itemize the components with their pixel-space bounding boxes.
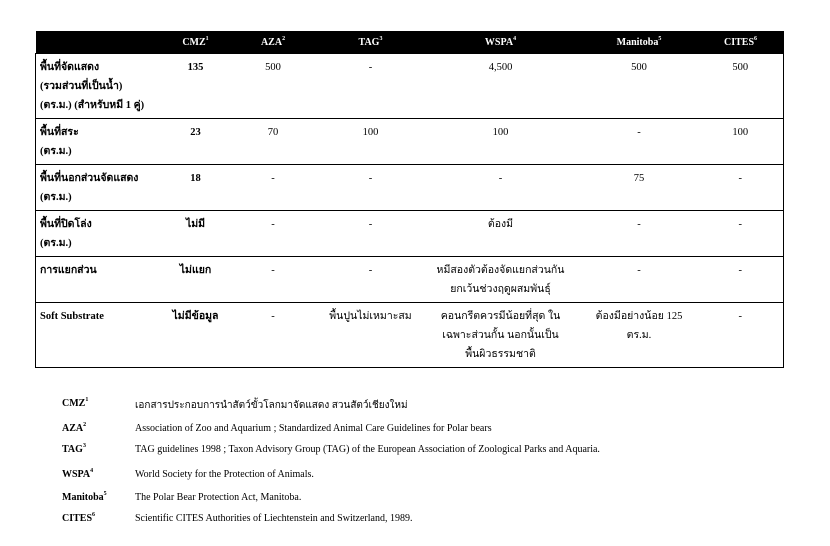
column-header-label: TAG xyxy=(358,36,380,48)
column-header-cmz xyxy=(166,31,226,54)
footnote-abbr xyxy=(62,492,107,503)
footnote-description: เอกสารประกอบการนำสัตว์ขั้วโลกมาจัดแสดง สวนสัตว์เชียงใหม่ xyxy=(135,400,408,411)
cell-cmz xyxy=(166,119,226,165)
row-label-line: พื้นที่ปิดโล่ง xyxy=(40,219,92,230)
footnote-marker: 6 xyxy=(92,512,96,518)
footnote-abbr xyxy=(62,398,88,409)
footnote-abbr xyxy=(62,444,86,455)
cell-text: - xyxy=(498,173,503,184)
cell-text: - xyxy=(271,173,275,184)
row-label-line: (ตร.ม.) xyxy=(40,146,72,157)
table-body xyxy=(36,54,784,368)
footnote-abbr-text: CMZ xyxy=(62,398,86,409)
cell-wspa xyxy=(421,303,581,368)
footnote-abbr-text: Manitoba xyxy=(62,492,104,503)
cell-text: - xyxy=(738,219,742,230)
cell-aza xyxy=(226,257,321,303)
column-header-cites xyxy=(698,31,784,54)
cell-wspa xyxy=(421,54,581,119)
cell-tag xyxy=(321,211,421,257)
footnote-abbr-text: CITES xyxy=(62,513,93,524)
row-label-line: (ตร.ม.) xyxy=(40,192,72,203)
cell-wspa xyxy=(421,165,581,211)
table-row xyxy=(36,54,784,119)
cell-text: - xyxy=(368,62,373,73)
cell-cmz xyxy=(166,54,226,119)
cell-aza xyxy=(226,211,321,257)
row-label-line: (ตร.ม.) xyxy=(40,238,72,249)
cell-cites xyxy=(698,303,784,368)
cell-text: ไม่มี xyxy=(185,219,206,230)
footnote-description: Scientific CITES Authorities of Liechtenstein and Switzerland, 1989. xyxy=(135,513,413,524)
cell-text: 100 xyxy=(492,127,509,138)
cell-text: - xyxy=(738,311,742,322)
column-header-aza xyxy=(226,31,321,54)
footnote-marker: 2 xyxy=(83,422,87,428)
cell-manitoba xyxy=(581,165,698,211)
column-header-label: AZA xyxy=(260,36,283,48)
footnote-marker: 4 xyxy=(513,35,517,42)
cell-wspa xyxy=(421,257,581,303)
column-header-label: Manitoba xyxy=(616,36,659,48)
cell-text: 500 xyxy=(732,62,749,73)
cell-wspa xyxy=(421,119,581,165)
cell-text: 135 xyxy=(187,62,204,73)
cell-cmz xyxy=(166,303,226,368)
cell-text: 4,500 xyxy=(488,62,513,73)
row-label xyxy=(36,119,166,165)
column-header-label: CITES xyxy=(723,36,754,48)
cell-cmz xyxy=(166,165,226,211)
column-header-label: CMZ xyxy=(182,36,206,48)
cell-manitoba xyxy=(581,119,698,165)
cell-aza xyxy=(226,54,321,119)
cell-text: - xyxy=(637,127,641,138)
cell-cites xyxy=(698,257,784,303)
column-header-criteria xyxy=(36,31,166,54)
cell-tag xyxy=(321,119,421,165)
cell-text: ยกเว้นช่วงฤดูผสมพันธุ์ xyxy=(450,284,551,295)
cell-manitoba xyxy=(581,303,698,368)
cell-text: 100 xyxy=(362,127,379,138)
table-row xyxy=(36,257,784,303)
cell-text: 75 xyxy=(633,173,645,184)
footnote-marker: 3 xyxy=(82,443,86,449)
cell-text: ต้องมีอย่างน้อย 125 ตร.ม. xyxy=(595,311,683,341)
table-row xyxy=(36,119,784,165)
cell-manitoba xyxy=(581,257,698,303)
cell-text: ไม่แยก xyxy=(179,265,212,276)
row-label xyxy=(36,303,166,368)
cell-text: 18 xyxy=(190,173,201,184)
table-row xyxy=(36,303,784,368)
cell-cites xyxy=(698,211,784,257)
cell-cites xyxy=(698,54,784,119)
footnote-abbr xyxy=(62,469,93,480)
cell-text: พื้นปูนไม่เหมาะสม xyxy=(329,311,412,322)
cell-cites xyxy=(698,119,784,165)
cell-text: - xyxy=(738,265,742,276)
footnote-marker: 4 xyxy=(90,468,94,474)
column-header-tag xyxy=(321,31,421,54)
row-label xyxy=(36,211,166,257)
footnote-marker: 3 xyxy=(379,35,383,42)
row-label xyxy=(36,54,166,119)
footnote-abbr xyxy=(62,423,86,434)
cell-text: - xyxy=(637,219,641,230)
footnote-abbr-text: TAG xyxy=(62,444,83,455)
row-label-line: การแยกส่วน xyxy=(40,265,97,276)
column-header-label: WSPA xyxy=(484,36,514,48)
cell-cites xyxy=(698,165,784,211)
row-label-line: พื้นที่จัดแสดง xyxy=(40,62,100,73)
row-label-line: พื้นที่สระ xyxy=(40,127,79,138)
cell-text: 23 xyxy=(190,127,201,138)
cell-text: 70 xyxy=(267,127,279,138)
cell-tag xyxy=(321,257,421,303)
row-label-line: (ตร.ม.) (สำหรับหมี 1 คู่) xyxy=(40,100,145,111)
cell-wspa xyxy=(421,211,581,257)
cell-text: - xyxy=(738,173,742,184)
cell-aza xyxy=(226,165,321,211)
footnote-abbr-text: AZA xyxy=(62,423,84,434)
cell-text: - xyxy=(271,219,275,230)
cell-text: 500 xyxy=(265,62,281,73)
cell-text: เฉพาะส่วนกั้น นอกนั้นเป็น xyxy=(442,330,559,341)
row-label-line: (รวมส่วนที่เป็นน้ำ) xyxy=(40,81,123,92)
cell-text: ไม่มีข้อมูล xyxy=(172,311,219,322)
footnote-marker: 5 xyxy=(658,35,662,42)
column-header-manitoba xyxy=(581,31,698,54)
cell-manitoba xyxy=(581,54,698,119)
cell-text: 500 xyxy=(631,62,647,73)
row-label xyxy=(36,257,166,303)
table-row xyxy=(36,165,784,211)
footnote-description: The Polar Bear Protection Act, Manitoba. xyxy=(135,492,302,503)
footnote-description: Association of Zoo and Aquarium ; Standardized Animal Care Guidelines for Polar bears xyxy=(135,423,492,434)
footnote-marker: 5 xyxy=(103,491,107,497)
cell-cmz xyxy=(166,211,226,257)
footnote-description: World Society for the Protection of Animals. xyxy=(135,469,314,480)
cell-text: - xyxy=(368,173,373,184)
footnote-abbr-text: WSPA xyxy=(62,469,91,480)
cell-text: - xyxy=(271,311,275,322)
cell-tag xyxy=(321,54,421,119)
cell-tag xyxy=(321,303,421,368)
row-label-line: พื้นที่นอกส่วนจัดแสดง xyxy=(40,173,139,184)
cell-text: หมีสองตัวต้องจัดแยกส่วนกัน xyxy=(436,265,565,276)
footnote-marker: 2 xyxy=(282,35,286,42)
footnote-abbr xyxy=(62,513,95,524)
cell-text: - xyxy=(368,219,373,230)
cell-text: ต้องมี xyxy=(487,219,514,230)
column-header-wspa xyxy=(421,31,581,54)
cell-aza xyxy=(226,303,321,368)
cell-text: 100 xyxy=(732,127,749,138)
table-header-row xyxy=(36,31,784,54)
row-label xyxy=(36,165,166,211)
table-row xyxy=(36,211,784,257)
cell-text: คอนกรีตควรมีน้อยที่สุด ใน xyxy=(440,311,561,322)
footnote-marker: 1 xyxy=(205,35,209,42)
row-label-line: Soft Substrate xyxy=(40,311,104,322)
cell-cmz xyxy=(166,257,226,303)
comparison-table xyxy=(35,31,784,368)
footnote-marker: 1 xyxy=(85,397,89,403)
footnote-description: TAG guidelines 1998 ; Taxon Advisory Group (TAG) of the European Association of Zoological Parks and Aquaria. xyxy=(135,444,600,455)
cell-aza xyxy=(226,119,321,165)
footnote-marker: 6 xyxy=(754,35,757,42)
cell-tag xyxy=(321,165,421,211)
cell-text: - xyxy=(271,265,275,276)
cell-text: พื้นผิวธรรมชาติ xyxy=(465,349,536,360)
cell-manitoba xyxy=(581,211,698,257)
cell-text: - xyxy=(637,265,641,276)
cell-text: - xyxy=(368,265,373,276)
